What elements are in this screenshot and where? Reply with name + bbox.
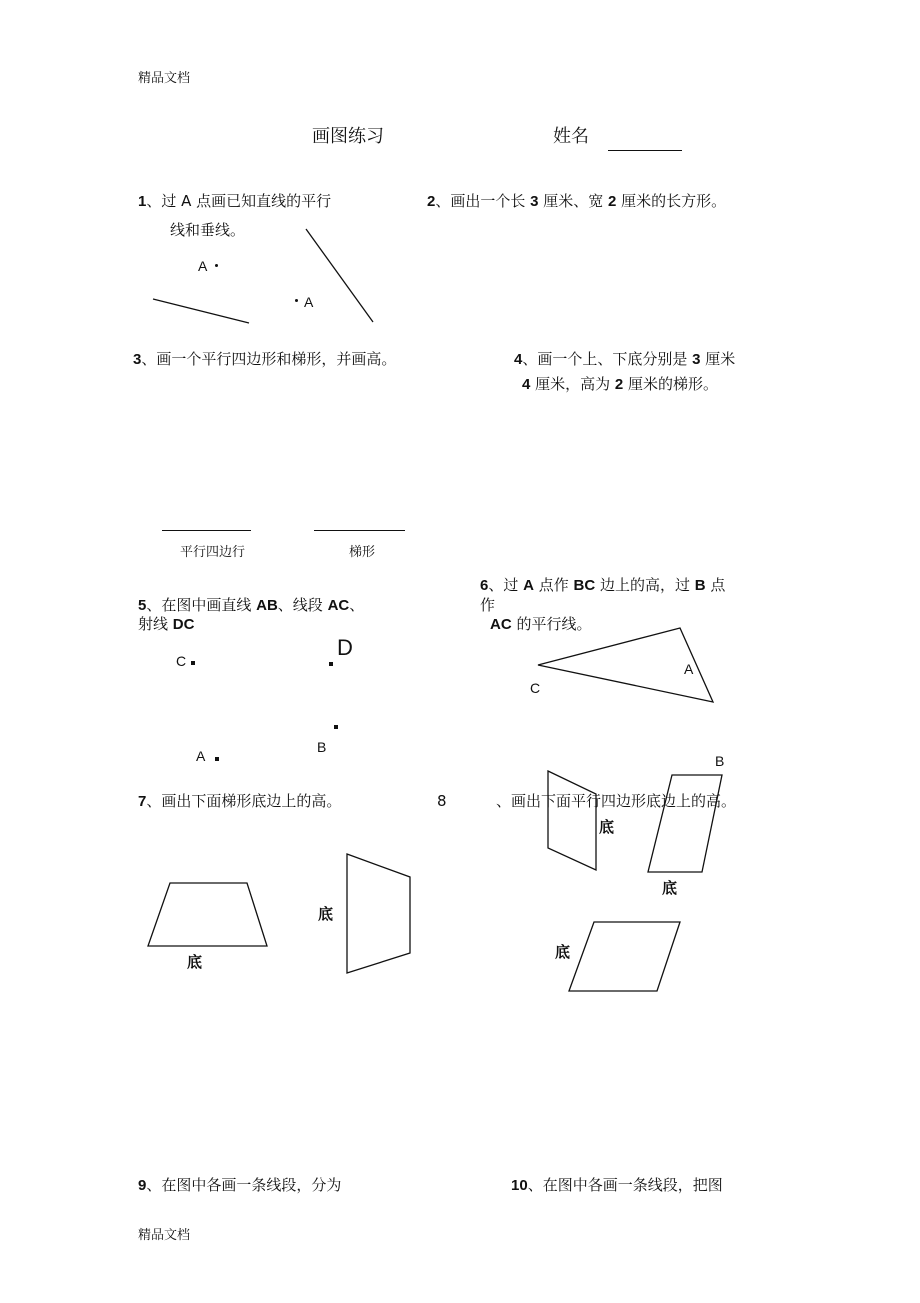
q6-prompt-cont2: AC 的平行线。 [490,615,592,633]
q1-prompt-cont: 线和垂线。 [170,221,246,239]
q6-triangle [538,628,713,702]
q1-given-line-2 [306,229,373,322]
q5-point-c-label: C [176,653,187,669]
q5-prompt-cont: 射线 DC [138,615,195,633]
q4-prompt: 4、画一个上、下底分别是 3 厘米 [514,350,736,368]
q8-base-label-1: 底 [599,819,615,836]
q5-point-a-label: A [196,748,206,764]
q7-trapezoid-1 [148,883,267,946]
q7-trapezoid-2 [347,854,410,973]
q3-parallelogram-label: 平行四边行 [180,545,246,560]
q1-point-a-label: A [198,258,208,274]
q3-prompt: 3、画一个平行四边形和梯形，并画高。 [133,350,397,368]
q5-point-d-label: D [337,635,353,660]
q7-prompt: 7、画出下面梯形底边上的高。 [138,792,342,810]
q8-base-label-3: 底 [555,944,571,961]
q6-prompt-cont: 作 [480,596,496,614]
q5-point-b-label: B [317,739,327,755]
q8-parallelogram-2 [648,775,722,872]
q8-prompt: 、画出下面平行四边形底边上的高。 [496,792,737,810]
page-title: 画图练习 [312,126,384,147]
q6-point-a-label: A [684,661,694,677]
q8-point-b-label: B [715,753,725,769]
q1-point-a2-label: A [304,294,314,310]
header-watermark: 精品文档 [138,71,191,86]
q7-base-label-right: 底 [318,906,334,923]
q6-prompt: 6、过 A 点作 BC 边上的高，过 B 点 [480,576,726,594]
q3-trapezoid-label: 梯形 [349,545,376,560]
q8-parallelogram-3 [569,922,680,991]
q7-base-label-left: 底 [187,954,203,971]
q2-prompt: 2、画出一个长 3 厘米、宽 2 厘米的长方形。 [427,192,727,210]
q1-given-line-1 [153,299,249,323]
q8-parallelogram-1 [548,771,596,870]
q5-prompt: 5、在图中画直线 AB、线段 AC、 [138,596,365,614]
q6-point-c-label: C [530,680,541,696]
q9-prompt: 9、在图中各画一条线段，分为 [138,1176,342,1194]
q1-prompt: 1、过 A 点画已知直线的平行 [138,192,332,210]
q8-base-label-2: 底 [662,880,678,897]
name-label: 姓名 [553,126,589,147]
footer-watermark: 精品文档 [138,1228,191,1243]
q10-prompt: 10、在图中各画一条线段，把图 [511,1176,723,1194]
q8-num: 8 [437,792,447,810]
q4-prompt-cont: 4 厘米，高为 2 厘米的梯形。 [522,375,719,393]
